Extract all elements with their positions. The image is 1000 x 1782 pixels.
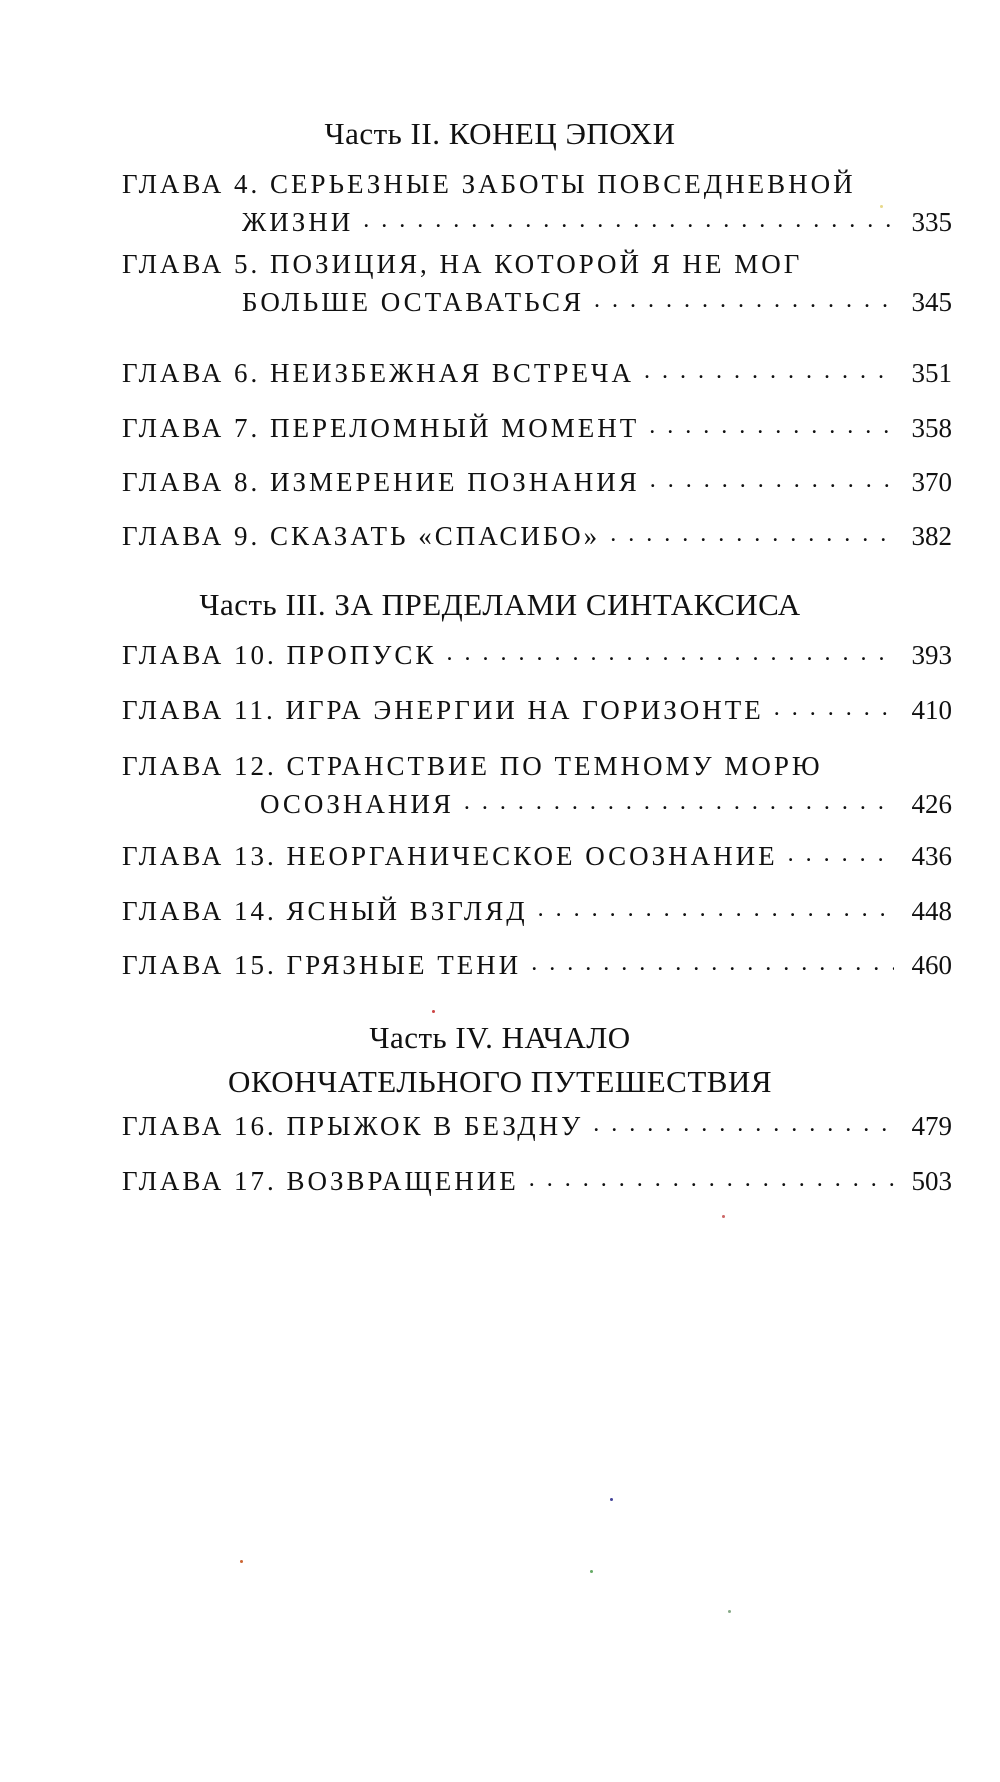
page-number: 460 <box>911 950 952 980</box>
dot-leader <box>650 462 894 498</box>
page-number: 382 <box>911 521 952 551</box>
dot-leader <box>529 1161 894 1197</box>
toc-entry-ch11[interactable] <box>122 692 952 728</box>
part-title <box>0 585 1000 625</box>
chapter-title: ПОЗИЦИЯ, НА КОТОРОЙ Я НЕ МОГ <box>269 249 803 279</box>
chapter-prefix: ГЛАВА 15. <box>122 950 277 980</box>
toc-entry-ch6[interactable] <box>122 355 952 391</box>
print-speck <box>240 1560 243 1563</box>
part-title-line: Часть IV. НАЧАЛО <box>369 1020 631 1055</box>
dot-leader <box>610 516 894 552</box>
page-number: 436 <box>911 841 952 871</box>
chapter-prefix: ГЛАВА 11. <box>122 695 276 725</box>
chapter-title: ВОЗВРАЩЕНИЕ <box>286 1166 519 1196</box>
print-speck <box>590 1570 593 1573</box>
toc-entry-ch15[interactable] <box>122 947 952 983</box>
toc-entry-ch10[interactable] <box>122 637 952 673</box>
chapter-prefix: ГЛАВА 9. <box>122 521 261 551</box>
part-title-line: Часть III. ЗА ПРЕДЕЛАМИ СИНТАКСИСА <box>199 587 801 622</box>
page-number: 370 <box>911 467 952 497</box>
dot-leader <box>531 945 894 981</box>
chapter-title: ПРОПУСК <box>286 640 437 670</box>
chapter-title: ПРЫЖОК В БЕЗДНУ <box>286 1111 584 1141</box>
part-title <box>0 114 1000 154</box>
chapter-title: НЕОРГАНИЧЕСКОЕ ОСОЗНАНИЕ <box>286 841 778 871</box>
chapter-title: ГРЯЗНЫЕ ТЕНИ <box>286 950 522 980</box>
page-number: 410 <box>911 695 952 725</box>
chapter-title: СКАЗАТЬ «СПАСИБО» <box>269 521 601 551</box>
toc-entry-ch8[interactable] <box>122 464 952 500</box>
page-number: 335 <box>911 207 952 237</box>
chapter-title: ЯСНЫЙ ВЗГЛЯД <box>286 896 528 926</box>
print-speck <box>432 1010 435 1013</box>
dot-leader <box>538 891 894 927</box>
chapter-prefix: ГЛАВА 4. <box>122 169 261 199</box>
toc-entry-ch14[interactable] <box>122 893 952 929</box>
dot-leader <box>446 635 894 671</box>
chapter-title: СТРАНСТВИЕ ПО ТЕМНОМУ МОРЮ <box>286 751 823 781</box>
print-speck <box>722 1215 725 1218</box>
chapter-title: НЕИЗБЕЖНАЯ ВСТРЕЧА <box>269 358 634 388</box>
page-number: 358 <box>911 413 952 443</box>
toc-entry-ch13[interactable] <box>122 838 952 874</box>
part-title <box>0 1018 1000 1058</box>
chapter-prefix: ГЛАВА 5. <box>122 249 261 279</box>
page-number: 448 <box>911 896 952 926</box>
print-speck <box>610 1498 613 1501</box>
dot-leader <box>774 690 894 726</box>
toc-entry-ch9[interactable] <box>122 518 952 554</box>
chapter-title-cont: БОЛЬШЕ ОСТАВАТЬСЯ <box>242 287 585 317</box>
dot-leader <box>788 836 894 872</box>
dot-leader <box>644 353 894 389</box>
dot-leader <box>464 784 894 820</box>
toc-entry-ch17[interactable] <box>122 1163 952 1199</box>
part-title-cont <box>0 1062 1000 1102</box>
chapter-prefix: ГЛАВА 10. <box>122 640 277 670</box>
chapter-prefix: ГЛАВА 16. <box>122 1111 277 1141</box>
toc-entry-ch4[interactable] <box>122 166 952 240</box>
part-title-line: ОКОНЧАТЕЛЬНОГО ПУТЕШЕСТВИЯ <box>228 1064 772 1099</box>
chapter-title-cont: ОСОЗНАНИЯ <box>260 789 454 819</box>
chapter-prefix: ГЛАВА 12. <box>122 751 277 781</box>
chapter-title: СЕРЬЕЗНЫЕ ЗАБОТЫ ПОВСЕДНЕВНОЙ <box>269 169 856 199</box>
chapter-prefix: ГЛАВА 8. <box>122 467 261 497</box>
part-title-line: Часть II. КОНЕЦ ЭПОХИ <box>324 116 676 151</box>
chapter-title: ИЗМЕРЕНИЕ ПОЗНАНИЯ <box>269 467 640 497</box>
chapter-title-cont: ЖИЗНИ <box>242 207 354 237</box>
page-number: 479 <box>911 1111 952 1141</box>
chapter-prefix: ГЛАВА 7. <box>122 413 261 443</box>
dot-leader <box>649 408 894 444</box>
chapter-prefix: ГЛАВА 6. <box>122 358 261 388</box>
dot-leader <box>363 202 894 238</box>
chapter-prefix: ГЛАВА 17. <box>122 1166 277 1196</box>
toc-entry-ch12[interactable] <box>122 748 952 822</box>
page-number: 426 <box>911 789 952 819</box>
chapter-title: ИГРА ЭНЕРГИИ НА ГОРИЗОНТЕ <box>285 695 764 725</box>
dot-leader <box>593 1106 894 1142</box>
page-number: 351 <box>911 358 952 388</box>
chapter-title: ПЕРЕЛОМНЫЙ МОМЕНТ <box>269 413 640 443</box>
toc-entry-ch16[interactable] <box>122 1108 952 1144</box>
print-speck <box>728 1610 731 1613</box>
dot-leader <box>594 282 894 318</box>
chapter-prefix: ГЛАВА 14. <box>122 896 277 926</box>
page-number: 393 <box>911 640 952 670</box>
toc-entry-ch5[interactable] <box>122 246 952 320</box>
toc-entry-ch7[interactable] <box>122 410 952 446</box>
print-speck <box>880 205 883 208</box>
chapter-prefix: ГЛАВА 13. <box>122 841 277 871</box>
page-number: 503 <box>911 1166 952 1196</box>
page-number: 345 <box>911 287 952 317</box>
